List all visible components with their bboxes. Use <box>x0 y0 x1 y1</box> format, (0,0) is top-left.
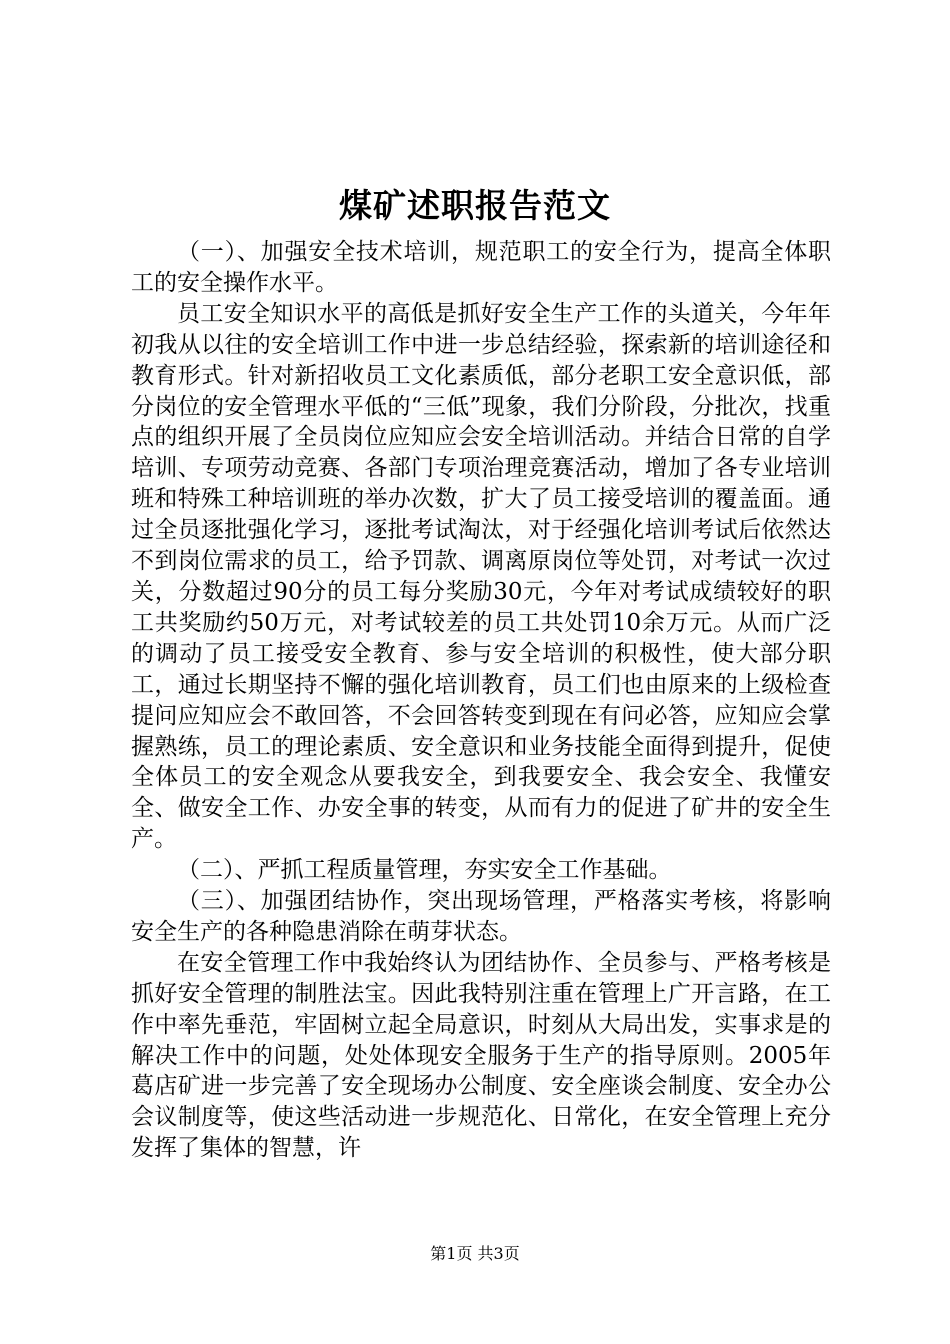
document-title: 煤矿述职报告范文 <box>339 186 611 225</box>
paragraph-training-details: 员工安全知识水平的高低是抓好安全生产工作的头道关，今年年初我从以往的安全培训工作中进一步总结经验，探索新的培训途径和教育形式。针对新招收员工文化素质低，部分老职工安全意识低，部分岗位的安全管理水平低的“三低”现象，我们分阶段，分批次，找重点的组织开展了全员岗位应知应会安全培训活动。并结合日常的自学培训、专项劳动竞赛、各部门专项治理竞赛活动，增加了各专业培训班和特殊工种培训班的举办次数，扩大了员工接受培训的覆盖面。通过全员逐批强化学习，逐批考试淘汰，对于经强化培训考试后依然达不到岗位需求的员工，给予罚款、调离原岗位等处罚，对考试一次过关，分数超过90分的员工每分奖励30元，今年对考试成绩较好的职工共奖励约50万元，对考试较差的员工共处罚10余万元。从而广泛的调动了员工接受安全教育、参与安全培训的积极性，使大部分职工，通过长期坚持不懈的强化培训教育，员工们也由原来的上级检查提问应知应会不敢回答，不会回答转变到现在有问必答，应知应会掌握熟练，员工的理论素质、安全意识和业务技能全面得到提升，促使全体员工的安全观念从要我安全，到我要安全、我会安全、我懂安全、做安全工作、办安全事的转变，从而有力的促进了矿井的安全生产。 <box>131 300 831 853</box>
paragraph-teamwork-details: 在安全管理工作中我始终认为团结协作、全员参与、严格考核是抓好安全管理的制胜法宝。因此我特别注重在管理上广开言路，在工作中率先垂范，牢固树立起全局意识，时刻从大局出发，实事求是的解决工作中的问题，处处体现安全服务于生产的指导原则。2005年葛店矿进一步完善了安全现场办公制度、安全座谈会制度、安全办公会议制度等，使这些活动进一步规范化、日常化，在安全管理上充分发挥了集体的智慧，许 <box>131 949 831 1162</box>
paragraph-section-1-heading: （一）、加强安全技术培训，规范职工的安全行为，提高全体职工的安全操作水平。 <box>131 239 831 296</box>
page-number-footer: 第1页 共3页 <box>430 1244 520 1263</box>
document-body <box>131 237 831 1164</box>
paragraph-section-3-heading: （三）、加强团结协作，突出现场管理，严格落实考核，将影响安全生产的各种隐患消除在萌芽状态。 <box>131 888 831 945</box>
paragraph-section-2-heading: （二）、严抓工程质量管理，夯实安全工作基础。 <box>177 857 672 884</box>
